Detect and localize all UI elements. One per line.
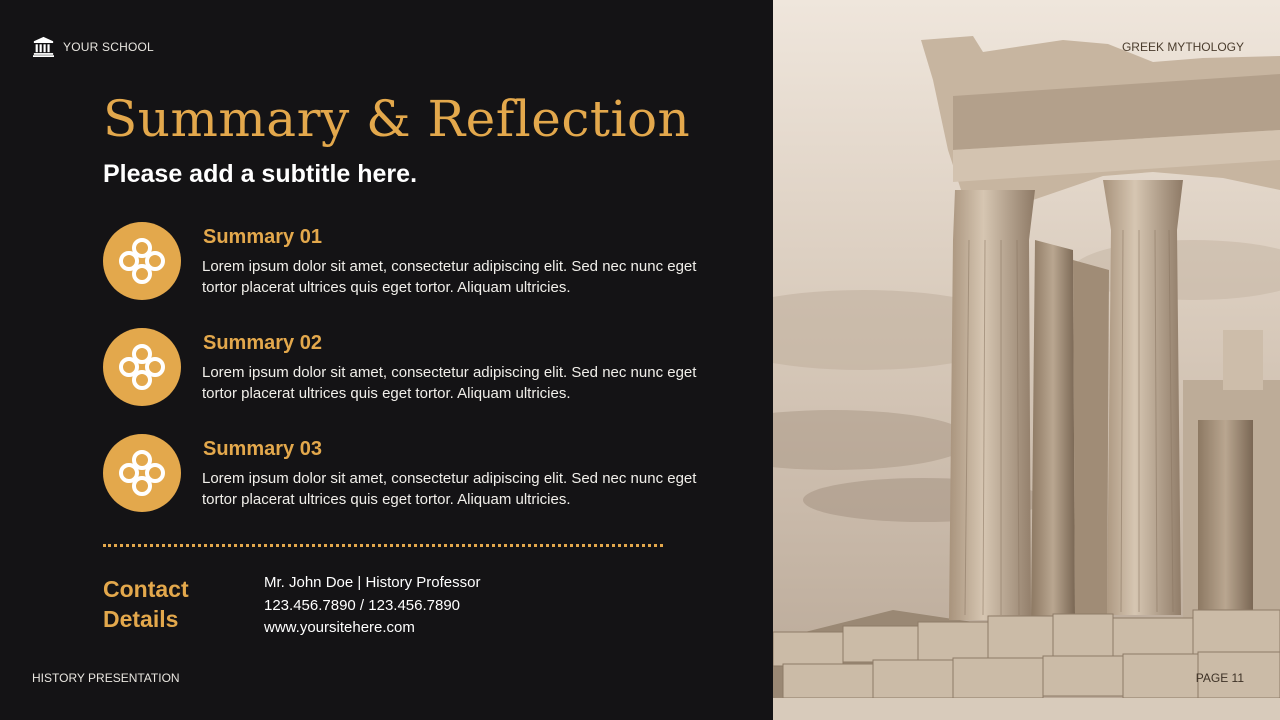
summary-badge xyxy=(103,434,181,512)
contact-phone: 123.456.7890 / 123.456.7890 xyxy=(264,596,461,614)
summary-body: Lorem ipsum dolor sit amet, consectetur adipiscing elit. Sed nec nunc eget tortor placerat ultrices quis eget tortor. Aliquam ultricies. xyxy=(202,364,697,402)
flower-knot-icon xyxy=(103,328,181,406)
bank-icon xyxy=(33,36,54,57)
summary-badge xyxy=(103,328,181,406)
school-label xyxy=(33,36,154,57)
dotted-divider xyxy=(103,544,663,547)
summary-item-3 xyxy=(103,434,703,514)
summary-title: Summary 03 xyxy=(203,438,322,460)
flower-knot-icon xyxy=(103,434,181,512)
temple-photo xyxy=(773,0,1280,720)
summary-title: Summary 01 xyxy=(203,226,322,248)
summary-item-1 xyxy=(103,222,703,302)
contact-heading: Contact Details xyxy=(103,576,189,632)
school-name: YOUR SCHOOL xyxy=(63,39,154,54)
contact-website[interactable]: www.yoursitehere.com xyxy=(264,619,415,636)
summary-body: Lorem ipsum dolor sit amet, consectetur adipiscing elit. Sed nec nunc eget tortor placerat ultrices quis eget tortor. Aliquam ultricies. xyxy=(202,470,697,508)
summary-badge xyxy=(103,222,181,300)
contact-details xyxy=(264,572,480,640)
summary-title: Summary 02 xyxy=(203,332,322,354)
summary-item-2 xyxy=(103,328,703,408)
flower-knot-icon xyxy=(103,222,181,300)
topic-label: GREEK MYTHOLOGY xyxy=(1121,40,1244,54)
page-subtitle: Please add a subtitle here. xyxy=(103,160,418,188)
footer-label: HISTORY PRESENTATION xyxy=(32,671,180,685)
page-number: PAGE 11 xyxy=(1195,671,1244,685)
summary-body: Lorem ipsum dolor sit amet, consectetur adipiscing elit. Sed nec nunc eget tortor placerat ultrices quis eget tortor. Aliquam ultricies. xyxy=(202,258,697,296)
contact-name: Mr. John Doe | History Professor xyxy=(264,574,481,591)
page-title: Summary & Reflection xyxy=(103,90,691,148)
